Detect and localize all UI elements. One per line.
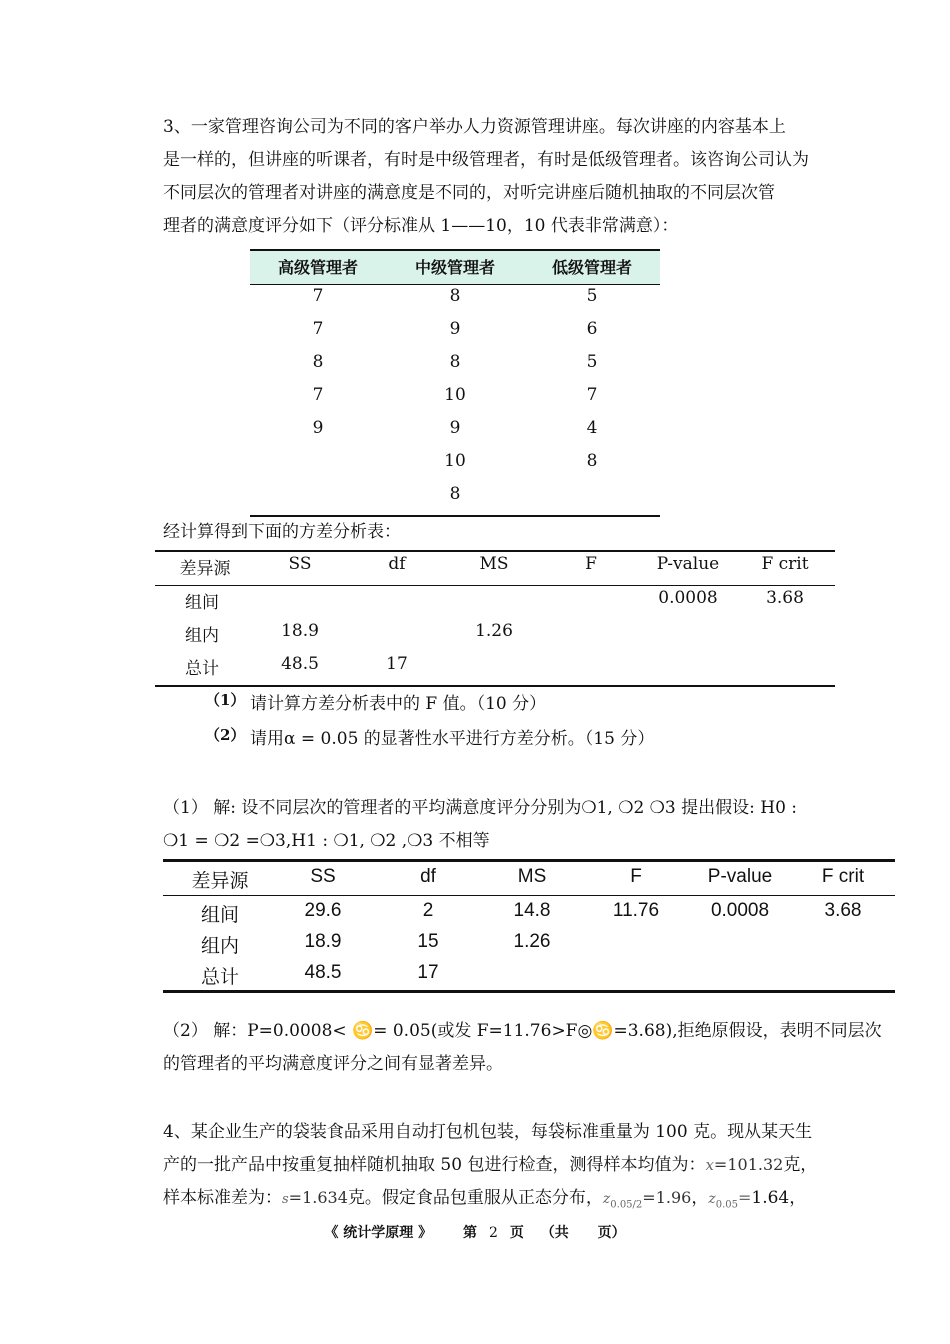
footer-course: 《 统计学原理 》: [324, 1225, 433, 1241]
table-cell: 7: [312, 385, 324, 405]
question-text: 请计算方差分析表中的 F 值。（10 分）: [250, 694, 547, 714]
anova-cell: 18.9: [281, 621, 319, 641]
header-middle: 中级管理者: [414, 258, 495, 277]
solved-cell: 组间: [200, 905, 239, 926]
footer-page-label: 第: [462, 1225, 477, 1241]
solved-cell: 3.68: [824, 900, 862, 921]
table-rule: [155, 585, 835, 586]
table-rule: [250, 284, 660, 285]
anova-header: df: [388, 554, 406, 574]
question-number: （1）: [205, 691, 246, 709]
page-footer: [0, 1222, 950, 1242]
q4-text: 样本标准差为：: [163, 1188, 282, 1208]
s-symbol: s: [282, 1192, 289, 1207]
table-cell: 8: [449, 286, 461, 306]
solved-cell: 总计: [200, 967, 239, 988]
q4-line3: [163, 1183, 806, 1210]
z1-symbol: z: [602, 1191, 611, 1207]
q3-intro-line: 是一样的，但讲座的听课者，有时是中级管理者，有时是低级管理者。该咨询公司认为: [163, 150, 809, 170]
table-rule: [155, 685, 835, 687]
solved-header: F crit: [821, 866, 865, 887]
answer2-line: 的管理者的平均满意度评分之间有显著差异。: [163, 1054, 503, 1074]
footer-total-label: （共: [540, 1225, 569, 1241]
solved-header: F: [630, 866, 642, 887]
q3-intro-line: 不同层次的管理者对讲座的满意度是不同的，对听完讲座后随机抽取的不同层次管: [163, 183, 775, 203]
answer1-line: （1） 解: 设不同层次的管理者的平均满意度评分分别为❍1, ❍2 ❍3 提出假设: H0 :: [163, 798, 798, 818]
table-cell: 7: [312, 319, 324, 339]
table-cell: 6: [586, 319, 598, 339]
answer1-line: ❍1 = ❍2 =❍3,H1 : ❍1, ❍2 ,❍3 不相等: [163, 831, 490, 851]
table-cell: 8: [586, 451, 598, 471]
z1-subscript: 0.05/2: [610, 1199, 643, 1211]
table-cell: 7: [586, 385, 598, 405]
table-cell: 8: [312, 352, 324, 372]
solved-cell: 1.26: [513, 931, 551, 952]
q3-intro-line: 3、一家管理咨询公司为不同的客户举办人力资源管理讲座。每次讲座的内容基本上: [163, 117, 786, 137]
table-rule: [155, 550, 835, 552]
q3-intro: [163, 111, 863, 243]
question-number: （2）: [205, 726, 246, 744]
solved-header: P-value: [707, 866, 773, 887]
scores-table-header: [250, 250, 660, 284]
anova-header: 差异源: [179, 559, 231, 579]
xbar-value: =101.32: [713, 1155, 784, 1174]
z1-value: =1.96: [642, 1188, 692, 1207]
q4-text: 克，: [783, 1155, 818, 1175]
anova-header: F crit: [761, 554, 809, 574]
anova-cell: 1.26: [475, 621, 513, 641]
table-rule: [163, 990, 895, 993]
table-cell: 7: [312, 286, 324, 306]
anova-cell: 组间: [185, 593, 219, 613]
table-rule: [163, 895, 895, 896]
solved-cell: 组内: [200, 936, 239, 957]
header-junior: 低级管理者: [551, 258, 632, 277]
z2-value: =: [737, 1188, 752, 1207]
solved-cell: 29.6: [304, 900, 342, 921]
solved-cell: 11.76: [612, 900, 660, 921]
answer2-line: （2） 解：P=0.0008< ♋= 0.05(或发 F=11.76>F◎♋=3.68),拒绝原假设，表明不同层次: [163, 1021, 882, 1041]
table-cell: 9: [312, 418, 324, 438]
q4-text: 1.64，: [751, 1188, 807, 1208]
footer-total-unit: 页）: [597, 1225, 626, 1241]
solved-header: 差异源: [191, 871, 249, 892]
q3-intro-line: 理者的满意度评分如下（评分标准从 1——10，10 代表非常满意）：: [163, 216, 679, 236]
anova-header: P-value: [656, 554, 720, 574]
solved-cell: 2: [422, 900, 434, 921]
table-cell: 10: [444, 451, 466, 471]
table-cell: 5: [586, 286, 598, 306]
table-rule: [163, 859, 895, 862]
solved-header: df: [420, 866, 436, 887]
q4-text: 产的一批产品中按重复抽样随机抽取 50 包进行检查，测得样本均值为：: [163, 1155, 706, 1175]
solved-cell: 0.0008: [710, 900, 770, 921]
anova-cell: 3.68: [766, 588, 804, 608]
anova-header: SS: [288, 554, 312, 574]
solved-header: MS: [517, 866, 547, 887]
table-cell: 10: [444, 385, 466, 405]
table-cell: 9: [449, 418, 461, 438]
s-value: =1.634: [288, 1188, 348, 1207]
z2-symbol: z: [708, 1191, 716, 1207]
anova-cell: 48.5: [281, 654, 319, 674]
anova-cell: 0.0008: [658, 588, 718, 608]
table-cell: 4: [586, 418, 598, 438]
q4-line2: [163, 1150, 817, 1175]
q4-text: 克。假定食品包重服从正态分布，: [347, 1188, 603, 1208]
xbar-symbol: x: [705, 1156, 714, 1174]
table-cell: 8: [449, 352, 461, 372]
solved-cell: 18.9: [304, 931, 342, 952]
question-text: 请用α = 0.05 的显著性水平进行方差分析。（15 分）: [250, 729, 655, 749]
table-cell: 9: [449, 319, 461, 339]
solved-cell: 17: [417, 962, 439, 983]
anova-cell: 组内: [185, 626, 219, 646]
table-cell: 5: [586, 352, 598, 372]
solved-cell: 14.8: [513, 900, 551, 921]
footer-page-num: 2: [488, 1225, 498, 1241]
q4-line1: 4、某企业生产的袋装食品采用自动打包机包装，每袋标准重量为 100 克。现从某天生: [163, 1122, 813, 1142]
anova-header: MS: [479, 554, 509, 574]
anova-cell: 17: [386, 654, 408, 674]
anova-header: F: [585, 554, 597, 574]
table-cell: 8: [449, 484, 461, 504]
header-senior: 高级管理者: [277, 258, 358, 277]
solved-cell: 48.5: [304, 962, 342, 983]
q4-text: ，: [691, 1188, 709, 1208]
anova-intro: 经计算得到下面的方差分析表：: [163, 522, 401, 542]
table-rule: [250, 249, 660, 251]
solved-header: SS: [310, 866, 336, 887]
anova-cell: 总计: [185, 659, 219, 679]
footer-page-unit: 页: [509, 1225, 524, 1241]
solved-cell: 15: [417, 931, 439, 952]
z2-subscript: 0.05: [715, 1199, 738, 1211]
